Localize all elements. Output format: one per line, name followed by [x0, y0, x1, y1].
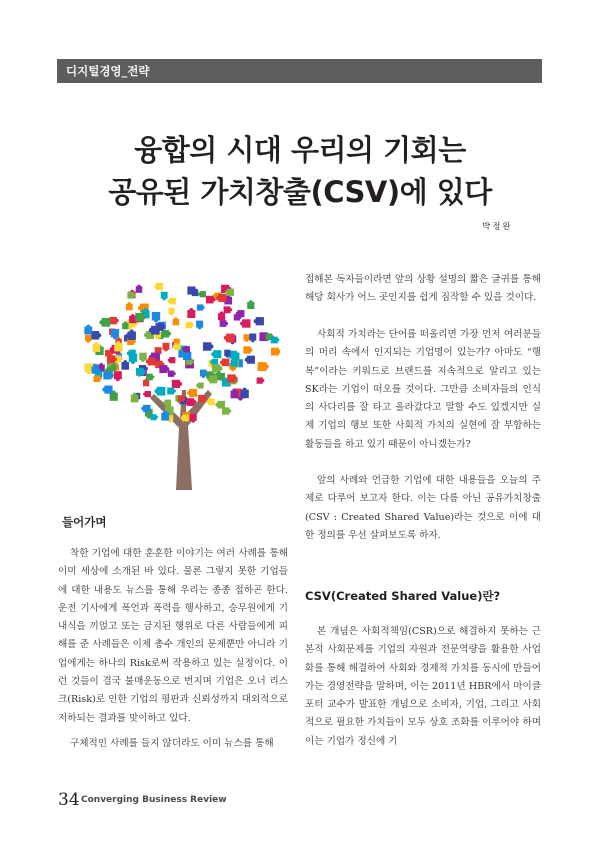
- puzzle-piece: [136, 285, 143, 293]
- puzzle-piece: [187, 308, 195, 318]
- puzzle-piece: [146, 374, 154, 381]
- puzzle-piece: [99, 318, 110, 327]
- puzzle-piece: [197, 304, 205, 310]
- puzzle-piece: [249, 333, 256, 342]
- puzzle-piece: [154, 387, 165, 396]
- puzzle-piece: [240, 388, 248, 399]
- puzzle-piece: [247, 300, 254, 309]
- body-paragraph-3: 앞의 사례와 언급한 기업에 대한 내용들을 오늘의 주제로 다루어 보고자 한다. 이는 다름 아닌 공유가치창출(CSV : Created Shared Value)라는 것으로 이에 대한 정의를 우선 살펴보도록 하자.: [305, 475, 541, 541]
- puzzle-piece: [141, 405, 150, 412]
- puzzle-piece: [224, 334, 235, 343]
- puzzle-piece: [168, 298, 176, 305]
- puzzle-piece: [172, 380, 182, 388]
- title-line-1: 융합의 시대 우리의 기회는: [134, 133, 466, 167]
- puzzle-piece: [168, 371, 176, 377]
- puzzle-piece: [196, 383, 204, 389]
- puzzle-piece: [167, 388, 176, 395]
- title-line-2: 공유된 가치창출(CSV)에 있다: [108, 175, 492, 209]
- puzzle-piece: [126, 302, 133, 310]
- puzzle-piece: [244, 334, 250, 342]
- puzzle-piece: [212, 364, 222, 372]
- puzzle-piece: [121, 360, 129, 370]
- puzzle-piece: [220, 320, 228, 327]
- puzzle-piece: [254, 317, 264, 325]
- puzzle-piece: [85, 335, 91, 343]
- puzzle-piece: [152, 312, 160, 322]
- puzzle-piece: [109, 317, 118, 324]
- puzzle-piece: [258, 362, 269, 371]
- puzzle-piece: [271, 348, 280, 356]
- puzzle-piece: [114, 371, 122, 381]
- puzzle-piece: [102, 386, 112, 394]
- puzzle-piece: [150, 414, 158, 420]
- puzzle-piece: [196, 321, 203, 330]
- puzzle-piece: [211, 350, 221, 358]
- puzzle-piece: [127, 329, 135, 340]
- puzzle-piece: [129, 354, 137, 364]
- puzzle-piece: [215, 401, 225, 409]
- puzzle-piece: [139, 353, 146, 362]
- puzzle-piece: [245, 356, 255, 364]
- puzzle-piece: [168, 308, 174, 316]
- puzzle-piece: [203, 342, 214, 350]
- puzzle-piece: [257, 377, 265, 383]
- puzzle-piece: [163, 343, 170, 352]
- puzzle-piece: [93, 342, 101, 352]
- puzzle-piece: [84, 325, 92, 335]
- intro-paragraph-2: 구체적인 사례를 들지 않더라도 이미 뉴스를 통해: [70, 738, 274, 749]
- intro-paragraph-1: 착한 기업에 대한 훈훈한 이야기는 여러 사례를 통해 이미 세상에 소개된 바 있다. 물론 그렇지 못한 기업들에 대한 내용도 뉴스를 통해 우리는 종종 접하곤 한다. 운전 기사에게 폭언과 폭력을 행사하고, 승무원에게 기내식을 끼얹고 또는 금지된 행위로 다른 사람들에게 피해를 준 사례들은 이제 총수 개인의 문제뿐만 아니라 기업에게는 하나의 Risk로써 작용하고 있는 실정이다. 이런 것들이 결국 불매운동으로 번지며 기업은 오너 리스크(Risk)로 인한 기업의 평판과 신뢰성까지 대외적으로 저하되는 결과를 맞이하고 있다.: [58, 548, 288, 724]
- puzzle-piece: [240, 319, 250, 327]
- puzzle-piece: [198, 291, 206, 297]
- puzzle-piece: [143, 391, 151, 397]
- puzzle-piece: [200, 370, 207, 379]
- puzzle-piece: [271, 337, 279, 344]
- puzzle-piece: [243, 346, 252, 353]
- puzzle-piece: [146, 358, 156, 366]
- intro-heading: 들어가며: [62, 515, 107, 529]
- puzzle-piece: [173, 317, 179, 325]
- csv-heading: CSV(Created Shared Value)란?: [305, 589, 501, 603]
- section-label: 디지털경영_전략: [57, 59, 542, 83]
- puzzle-piece: [220, 359, 229, 366]
- puzzle-piece: [186, 322, 194, 328]
- puzzle-tree-icon: [80, 280, 280, 490]
- body-paragraph-1: 접해본 독자들이라면 앞의 상황 설명의 짧은 글귀를 통해 해당 회사가 어느 곳인지를 쉽게 짐작할 수 있을 것이다.: [305, 274, 541, 304]
- author-name: 박정완: [482, 222, 513, 232]
- puzzle-piece: [187, 389, 197, 397]
- puzzle-piece: [154, 283, 163, 290]
- csv-paragraph: 본 개념은 사회적책임(CSR)으로 해결하지 못하는 근본적 사회문제를 기업의 자원과 전문역량을 활용한 사업화를 통해 해결하여 사회와 경제적 가치를 동시에 만들어가는 경영전략을 말하며, 이는 2011년 HBR에서 마이클 포터 교수가 발표한 개념으로 소비자, 기업, 그리고 사회적으로 필요한 가치들이 모두 상호 조화를 이루어야 하며 이는 기업가 정신에 기: [305, 626, 541, 747]
- article-title: [0, 129, 600, 213]
- puzzle-piece: [224, 306, 233, 313]
- puzzle-piece: [168, 357, 176, 363]
- body-paragraph-2: 사회적 가치라는 단어를 떠올리면 가장 먼저 여러분들의 머리 속에서 인지되는 기업명이 있는가? 아마도 “행복”이라는 키워드로 브랜드를 지속적으로 알리고 있는 SK라는 기업이 떠오를 것이다. 그만큼 소비자들의 인식의 사다리를 잘 타고 올라갔다고 말할 수도 있겠지만 실제 기업의 행보 또한 사회적 가치의 실현에 잘 부합하는 활동들을 하고 있기 때문이 아니겠는가?: [305, 329, 541, 450]
- page-number: 34: [58, 790, 80, 810]
- magazine-name: Converging Business Review: [81, 795, 227, 805]
- puzzle-piece: [161, 292, 168, 301]
